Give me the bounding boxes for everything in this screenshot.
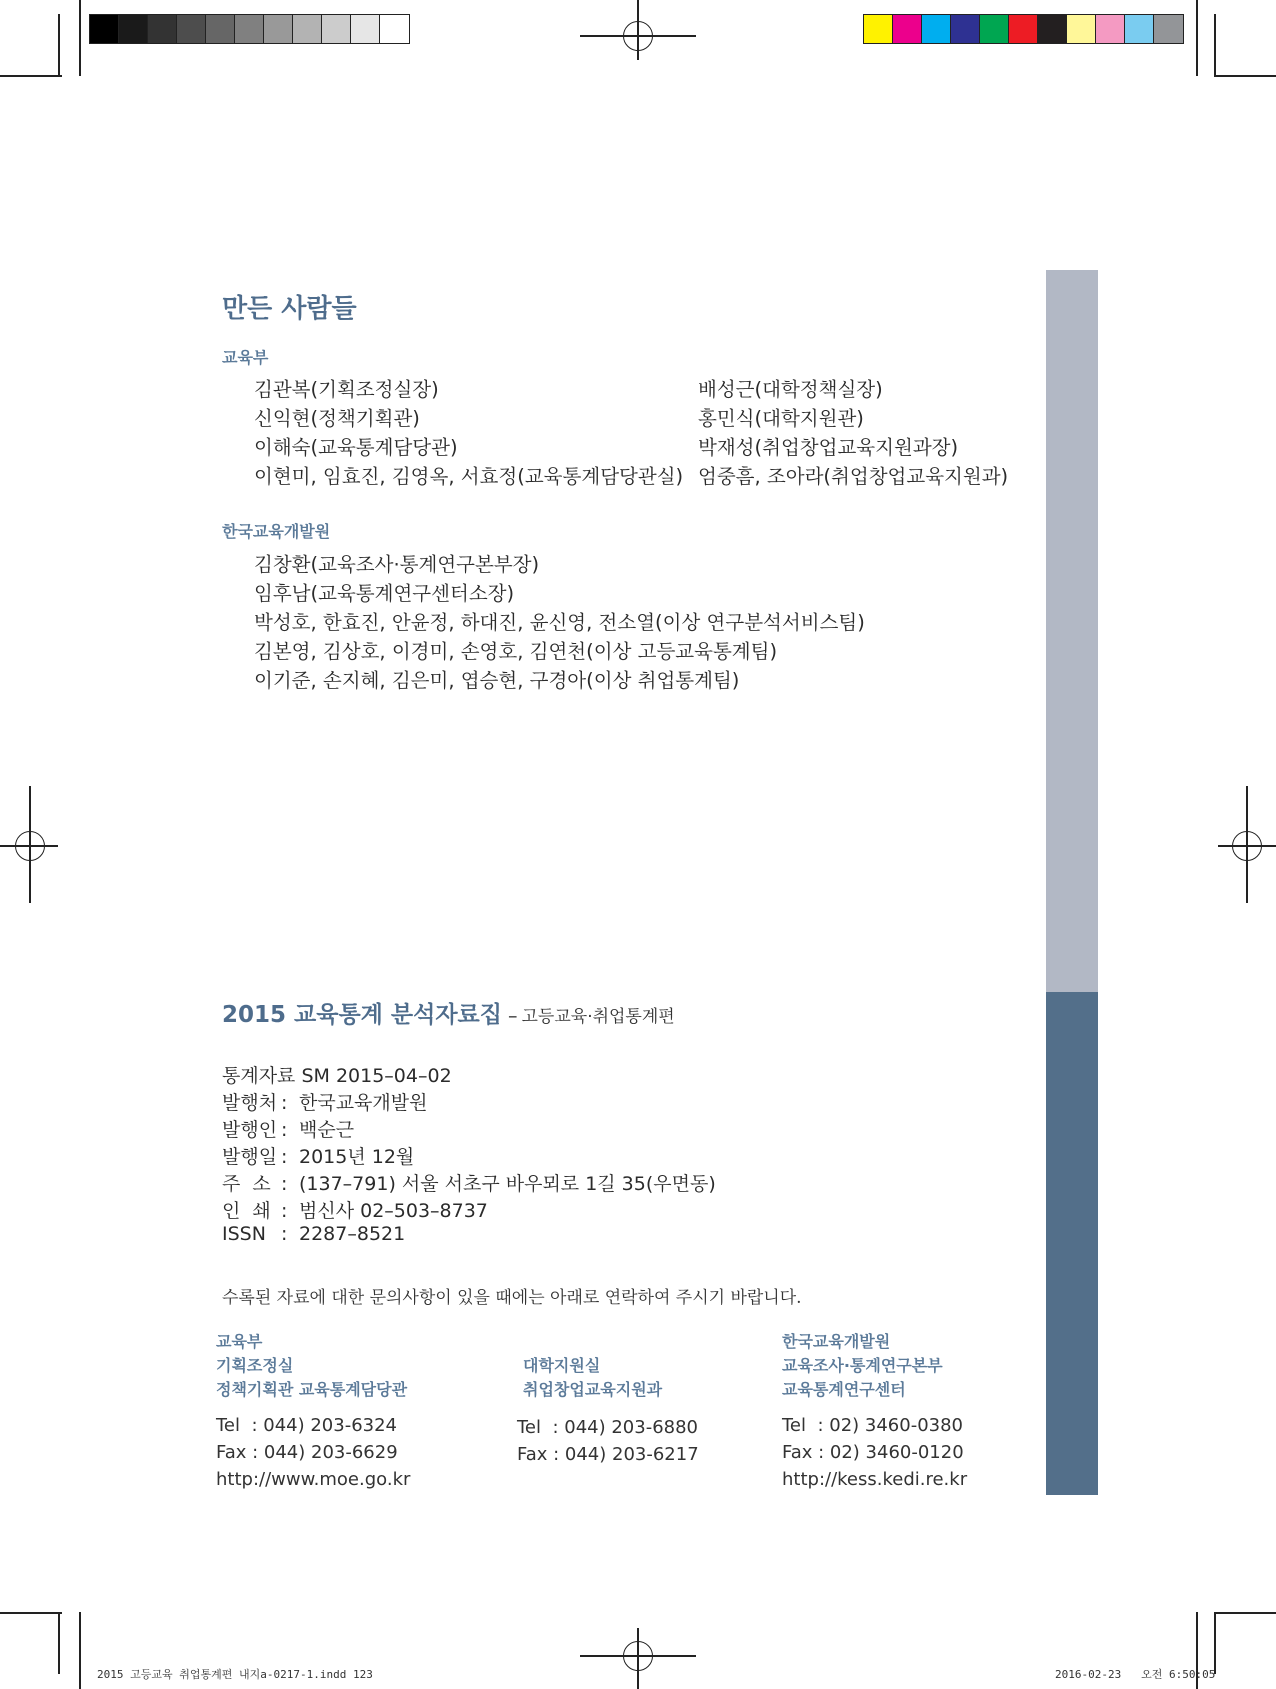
contact-title: 교육통계연구센터 xyxy=(782,1380,906,1399)
process-swatch xyxy=(1067,15,1096,43)
moe-left-name: 신익현(정책기획관) xyxy=(254,407,420,430)
info-row-publisher: 발행처 : 한국교육개발원 xyxy=(222,1092,428,1114)
moe-right-name: 엄중흠, 조아라(취업창업교육지원과) xyxy=(698,465,1009,488)
contact-block-univ xyxy=(517,1354,699,1468)
contact-block-moe xyxy=(216,1330,410,1493)
process-swatch xyxy=(1154,15,1183,43)
process-swatch xyxy=(864,15,893,43)
info-row-issuer: 발행인 : 백순근 xyxy=(222,1119,355,1141)
gray-swatch xyxy=(206,15,235,43)
process-swatch xyxy=(922,15,951,43)
moe-right-name: 홍민식(대학지원관) xyxy=(698,407,864,430)
process-swatch xyxy=(893,15,922,43)
gray-swatch xyxy=(177,15,206,43)
contact-title: 교육조사·통계연구본부 xyxy=(782,1356,943,1375)
process-swatch xyxy=(1009,15,1038,43)
gray-swatch xyxy=(351,15,380,43)
kedi-name: 김창환(교육조사·통계연구본부장) xyxy=(254,553,540,576)
info-row-issn: ISSN : 2287–8521 xyxy=(222,1223,406,1245)
gray-swatch xyxy=(148,15,177,43)
contact-title: 교육부 xyxy=(216,1332,263,1351)
gray-swatch xyxy=(293,15,322,43)
contact-title: 취업창업교육지원과 xyxy=(523,1380,663,1399)
gray-swatch xyxy=(119,15,148,43)
page-heading: 만든 사람들 xyxy=(222,294,357,324)
series-number: 통계자료 SM 2015–04–02 xyxy=(222,1065,452,1087)
process-swatch xyxy=(1038,15,1067,43)
slug-datetime: 2016-02-23 오전 6:50:05 xyxy=(1055,1668,1216,1681)
process-swatch xyxy=(951,15,980,43)
gray-ramp-color-bar xyxy=(89,14,410,44)
process-swatch xyxy=(980,15,1009,43)
kedi-name: 박성호, 한효진, 안윤정, 하대진, 윤신영, 전소열(이상 연구분석서비스팀) xyxy=(254,611,865,634)
process-swatch xyxy=(1096,15,1125,43)
contact-url-link[interactable]: http://www.moe.go.kr xyxy=(216,1469,411,1490)
contact-tel: Tel : 02) 3460-0380 xyxy=(782,1415,964,1436)
contact-fax: Fax : 044) 203-6629 xyxy=(216,1442,398,1463)
moe-right-name: 박재성(취업창업교육지원과장) xyxy=(698,436,959,459)
kedi-name: 임후남(교육통계연구센터소장) xyxy=(254,582,515,605)
gray-swatch xyxy=(235,15,264,43)
contact-tel: Tel : 044) 203-6880 xyxy=(517,1417,699,1438)
contact-url-link[interactable]: http://kess.kedi.re.kr xyxy=(782,1469,968,1490)
book-title-main: 2015 교육통계 분석자료집 xyxy=(222,1002,502,1028)
contact-fax: Fax : 044) 203-6217 xyxy=(517,1444,699,1465)
slug-filename: 2015 고등교육 취업통계편 내지a-0217-1.indd 123 xyxy=(97,1668,373,1681)
gray-swatch xyxy=(322,15,351,43)
inquiry-note: 수록된 자료에 대한 문의사항이 있을 때에는 아래로 연락하여 주시기 바랍니다. xyxy=(222,1288,802,1308)
side-band-light xyxy=(1046,270,1098,992)
book-title-dash: – xyxy=(508,1005,518,1027)
info-row-printer: 인 쇄 : 범신사 02–503–8737 xyxy=(222,1200,488,1222)
book-subtitle: 고등교육·취업통계편 xyxy=(521,1007,675,1027)
section-label-kedi: 한국교육개발원 xyxy=(222,522,331,541)
kedi-name: 이기준, 손지혜, 김은미, 엽승현, 구경아(이상 취업통계팀) xyxy=(254,669,740,692)
contact-block-kedi xyxy=(782,1330,967,1493)
moe-left-name: 이현미, 임효진, 김영옥, 서효정(교육통계담당관실) xyxy=(254,465,684,488)
contact-title: 정책기획관 교육통계담당관 xyxy=(216,1380,408,1399)
section-label-moe: 교육부 xyxy=(222,348,269,367)
contact-title: 기획조정실 xyxy=(216,1356,294,1375)
moe-right-name: 배성근(대학정책실장) xyxy=(698,378,883,401)
contact-title: 대학지원실 xyxy=(523,1356,601,1375)
contact-fax: Fax : 02) 3460-0120 xyxy=(782,1442,964,1463)
book-title xyxy=(222,996,675,1029)
contact-title: 한국교육개발원 xyxy=(782,1332,891,1351)
process-swatch xyxy=(1125,15,1154,43)
moe-left-name: 김관복(기획조정실장) xyxy=(254,378,439,401)
info-row-date: 발행일 : 2015년 12월 xyxy=(222,1146,415,1168)
contact-tel: Tel : 044) 203-6324 xyxy=(216,1415,398,1436)
gray-swatch xyxy=(264,15,293,43)
gray-swatch xyxy=(380,15,409,43)
info-row-address: 주 소 : (137–791) 서울 서초구 바우뫼로 1길 35(우면동) xyxy=(222,1173,716,1195)
process-color-bar xyxy=(863,14,1184,44)
moe-left-name: 이해숙(교육통계담당관) xyxy=(254,436,458,459)
gray-swatch xyxy=(90,15,119,43)
kedi-name: 김본영, 김상호, 이경미, 손영호, 김연천(이상 고등교육통계팀) xyxy=(254,640,778,663)
side-band-dark xyxy=(1046,992,1098,1495)
